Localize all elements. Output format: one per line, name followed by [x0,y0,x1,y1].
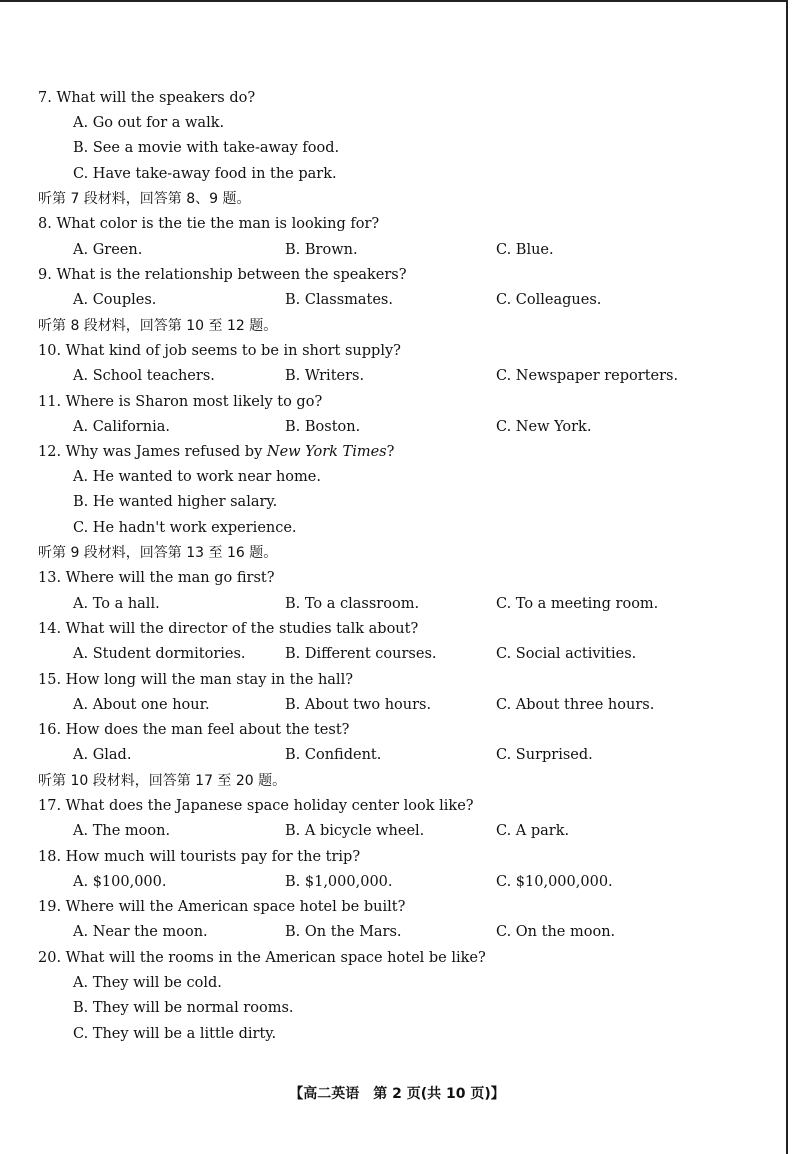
page-footer: 【高二英语 第 2 页(共 10 页)】 [289,1086,505,1102]
section-9-heading: 听第 9 段材料，回答第 13 至 16 题。 [38,545,278,561]
question-7-option-b: B. See a movie with take-away food. [73,140,340,156]
question-7-option-c: C. Have take-away food in the park. [73,166,337,182]
question-12-stem [38,442,394,462]
question-9-stem: 9. What is the relationship between the speakers? [38,267,407,283]
question-16-option-b: B. Confident. [285,747,382,763]
question-12-option-b: B. He wanted higher salary. [73,494,278,510]
question-18-option-b: B. $1,000,000. [285,874,393,890]
question-9-option-a: A. Couples. [73,292,157,308]
question-15-stem: 15. How long will the man stay in the hall? [38,672,353,688]
question-13-option-b: B. To a classroom. [285,596,420,612]
question-8-option-c: C. Blue. [496,242,554,258]
question-11-option-c: C. New York. [496,419,592,435]
question-15-option-b: B. About two hours. [285,697,432,713]
question-15-option-c: C. About three hours. [496,697,655,713]
question-7-option-a: A. Go out for a walk. [73,115,225,131]
question-12-option-a: A. He wanted to work near home. [73,469,321,485]
section-8-heading: 听第 8 段材料，回答第 10 至 12 题。 [38,318,278,334]
question-18-option-c: C. $10,000,000. [496,874,613,890]
question-14-option-b: B. Different courses. [285,646,437,662]
question-14-option-c: C. Social activities. [496,646,637,662]
question-20-option-a: A. They will be cold. [73,975,222,991]
question-9-option-c: C. Colleagues. [496,292,602,308]
question-17-option-b: B. A bicycle wheel. [285,823,425,839]
question-19-stem: 19. Where will the American space hotel be built? [38,899,406,915]
question-10-stem: 10. What kind of job seems to be in short supply? [38,343,401,359]
question-12-option-c: C. He hadn't work experience. [73,520,297,536]
question-17-option-c: C. A park. [496,823,570,839]
page-border-top [0,0,786,2]
question-8-stem: 8. What color is the tie the man is looking for? [38,216,380,232]
question-19-option-b: B. On the Mars. [285,924,402,940]
question-14-stem: 14. What will the director of the studies talk about? [38,621,419,637]
question-7-stem: 7. What will the speakers do? [38,90,256,106]
question-14-option-a: A. Student dormitories. [73,646,246,662]
question-11-option-a: A. California. [73,419,170,435]
question-12-stem-title: New York Times [266,444,387,460]
question-10-option-b: B. Writers. [285,368,365,384]
question-16-option-c: C. Surprised. [496,747,593,763]
question-8-option-a: A. Green. [73,242,143,258]
question-13-stem: 13. Where will the man go first? [38,570,275,586]
question-16-stem: 16. How does the man feel about the test? [38,722,350,738]
question-13-option-c: C. To a meeting room. [496,596,659,612]
question-11-stem: 11. Where is Sharon most likely to go? [38,394,323,410]
question-12-stem-end: ? [386,444,395,460]
question-20-option-b: B. They will be normal rooms. [73,1000,294,1016]
question-20-stem: 20. What will the rooms in the American space hotel be like? [38,950,486,966]
question-12-stem-text: 12. Why was James refused by [38,444,267,460]
section-10-heading: 听第 10 段材料，回答第 17 至 20 题。 [38,773,287,789]
question-17-option-a: A. The moon. [73,823,171,839]
question-17-stem: 17. What does the Japanese space holiday center look like? [38,798,474,814]
question-15-option-a: A. About one hour. [73,697,210,713]
question-8-option-b: B. Brown. [285,242,358,258]
question-10-option-c: C. Newspaper reporters. [496,368,679,384]
question-20-option-c: C. They will be a little dirty. [73,1026,277,1042]
question-19-option-c: C. On the moon. [496,924,616,940]
question-18-stem: 18. How much will tourists pay for the trip? [38,849,361,865]
question-9-option-b: B. Classmates. [285,292,393,308]
question-16-option-a: A. Glad. [73,747,132,763]
page-border-right [786,0,788,1154]
question-11-option-b: B. Boston. [285,419,361,435]
question-10-option-a: A. School teachers. [73,368,215,384]
section-7-heading: 听第 7 段材料，回答第 8、9 题。 [38,191,251,207]
question-13-option-a: A. To a hall. [73,596,160,612]
question-19-option-a: A. Near the moon. [73,924,208,940]
question-18-option-a: A. $100,000. [73,874,167,890]
